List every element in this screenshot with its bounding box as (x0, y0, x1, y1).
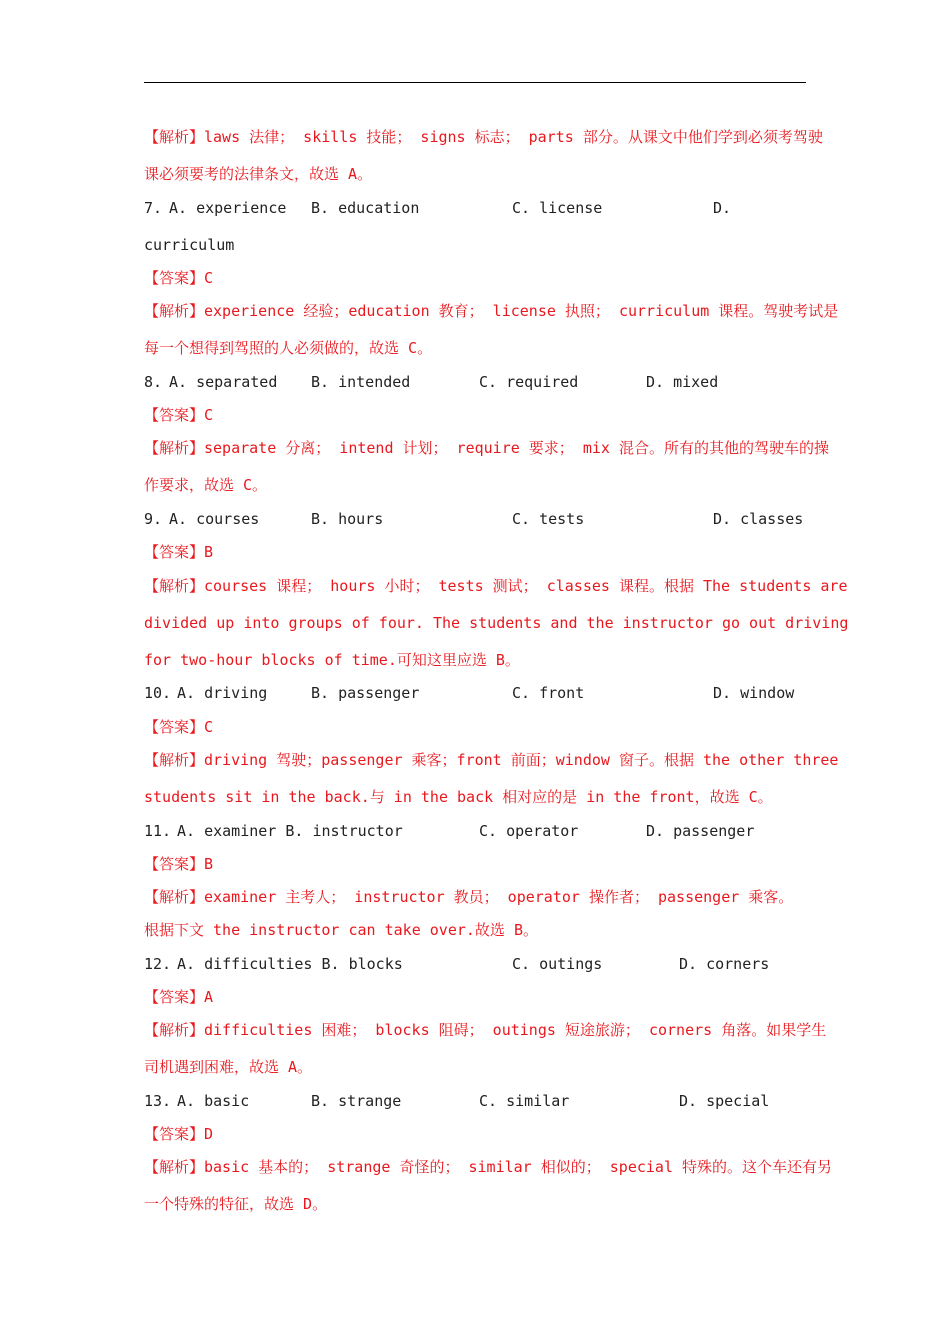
q12-analysis-line2: 司机遇到困难，故选 A。 (144, 1058, 313, 1076)
q10-number: 10. (144, 684, 172, 702)
q13-option-d: D. special (679, 1092, 770, 1110)
q7-option-c: C. license (512, 199, 603, 217)
q13-option-a: A. basic (177, 1092, 250, 1110)
q6-analysis-line2: 课必须要考的法律条文，故选 A。 (144, 165, 373, 183)
q10-option-a: A. driving (177, 684, 268, 702)
q7-option-d: D. (713, 199, 732, 217)
q7-option-b: B. education (311, 199, 420, 217)
q11-option-a-b: A. examiner B. instructor (177, 822, 403, 840)
q9-option-b: B. hours (311, 510, 384, 528)
q12-option-d: D. corners (679, 955, 770, 973)
q11-number: 11. (144, 822, 172, 840)
q9-analysis-line3: for two-hour blocks of time.可知这里应选 B。 (144, 651, 520, 669)
q11-analysis-line1: 【解析】examiner 主考人； instructor 教员； operator 操作者； passenger 乘客。 (144, 888, 794, 906)
q10-option-c: C. front (512, 684, 585, 702)
q8-number: 8. (144, 373, 163, 391)
q11-option-c: C. operator (479, 822, 579, 840)
q13-analysis-line1: 【解析】basic 基本的； strange 奇怪的； similar 相似的； special 特殊的。这个车还有另 (144, 1158, 833, 1176)
q7-option-d-continued: curriculum (144, 236, 235, 254)
q7-answer: 【答案】C (144, 269, 214, 287)
q8-analysis-line1: 【解析】separate 分离； intend 计划； require 要求； mix 混合。所有的其他的驾驶车的操 (144, 439, 829, 457)
q10-analysis-line1: 【解析】driving 驾驶；passenger 乘客；front 前面；window 窗子。根据 the other three (144, 751, 839, 769)
header-rule (144, 82, 806, 83)
q10-option-d: D. window (713, 684, 795, 702)
q12-option-c: C. outings (512, 955, 603, 973)
q11-answer: 【答案】B (144, 855, 214, 873)
q12-option-a-b: A. difficulties B. blocks (177, 955, 403, 973)
q9-analysis-line2: divided up into groups of four. The students and the instructor go out driving (144, 614, 849, 632)
q11-option-d: D. passenger (646, 822, 755, 840)
q10-analysis-line2: students sit in the back.与 in the back 相对应的是 in the front，故选 C。 (144, 788, 773, 806)
q9-analysis-line1: 【解析】courses 课程； hours 小时； tests 测试； classes 课程。根据 The students are (144, 577, 848, 595)
q6-analysis-line1: 【解析】laws 法律； skills 技能； signs 标志； parts 部分。从课文中他们学到必须考驾驶 (144, 128, 823, 146)
q12-number: 12. (144, 955, 172, 973)
q9-answer: 【答案】B (144, 543, 214, 561)
q10-answer: 【答案】C (144, 718, 214, 736)
q9-option-c: C. tests (512, 510, 585, 528)
q13-option-c: C. similar (479, 1092, 570, 1110)
q7-analysis-line2: 每一个想得到驾照的人必须做的，故选 C。 (144, 339, 433, 357)
q9-option-d: D. classes (713, 510, 804, 528)
q11-analysis-line2: 根据下文 the instructor can take over.故选 B。 (144, 921, 538, 939)
q8-answer: 【答案】C (144, 406, 214, 424)
q8-option-d: D. mixed (646, 373, 719, 391)
q8-option-c: C. required (479, 373, 579, 391)
q7-analysis-line1: 【解析】experience 经验；education 教育； license 执照； curriculum 课程。驾驶考试是 (144, 302, 839, 320)
q10-option-b: B. passenger (311, 684, 420, 702)
q9-number: 9. (144, 510, 163, 528)
q7-number: 7. (144, 199, 163, 217)
q7-option-a: A. experience (169, 199, 287, 217)
q12-analysis-line1: 【解析】difficulties 困难； blocks 阻碍； outings 短途旅游； corners 角落。如果学生 (144, 1021, 827, 1039)
q8-option-a: A. separated (169, 373, 278, 391)
q12-answer: 【答案】A (144, 988, 214, 1006)
q8-option-b: B. intended (311, 373, 411, 391)
q9-option-a: A. courses (169, 510, 260, 528)
q13-number: 13. (144, 1092, 172, 1110)
q8-analysis-line2: 作要求，故选 C。 (144, 476, 268, 494)
q13-answer: 【答案】D (144, 1125, 214, 1143)
q13-option-b: B. strange (311, 1092, 402, 1110)
q13-analysis-line2: 一个特殊的特征，故选 D。 (144, 1195, 328, 1213)
